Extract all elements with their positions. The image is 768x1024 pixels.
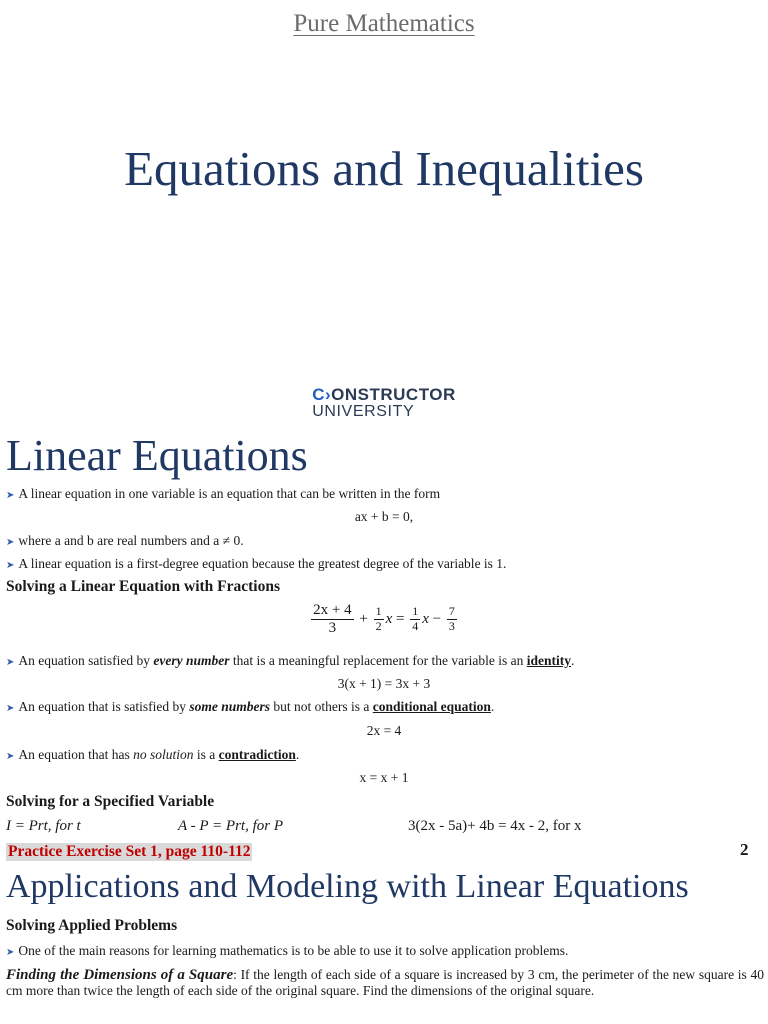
arrow-bullet-icon: ➤ xyxy=(6,947,15,958)
fraction-term-4: $\frac{7}{3}$ xyxy=(448,604,455,634)
logo-wordmark: ONSTRUCTOR xyxy=(331,385,456,404)
logo-mark-icon: C› xyxy=(312,385,332,404)
fraction-term-2: $\frac{1}{2}$ xyxy=(375,604,382,634)
section-heading-linear-equations: Linear Equations xyxy=(6,431,308,480)
header-text: Pure Mathematics xyxy=(293,10,475,37)
bullet-applications: ➤ One of the main reasons for learning mathematics is to be able to use it to solve application problems. xyxy=(6,943,569,958)
formula-identity: 3(x + 1) = 3x + 3 xyxy=(337,676,431,691)
example-paragraph: Finding the Dimensions of a Square: If the length of each side of a square is increased by 3 cm, the perimeter of the new square is 40 cm more than twice the length of each side of the original square. Find the dimensions of the original square. xyxy=(6,967,765,998)
fraction-equation: $\frac{2x + 4}{3}$ + $\frac{1}{2}$ x = $\frac{1}{4}$ x − $\frac{7}{3}$ xyxy=(313,602,455,637)
term-contradiction: contradiction xyxy=(218,747,296,762)
spec-formula-3: 3(2x - 5a)+ 4b = 4x - 2, for x xyxy=(408,818,582,834)
subheading-fractions: Solving a Linear Equation with Fractions xyxy=(6,578,281,595)
bullet-definition: ➤ A linear equation in one variable is an equation that can be written in the form xyxy=(6,486,441,501)
university-logo xyxy=(0,386,768,420)
bullet-contradiction: ➤ An equation that has no solution is a contradiction. xyxy=(6,747,300,762)
spec-formula-1: I = Prt, for t xyxy=(6,818,81,834)
subheading-specified-variable: Solving for a Specified Variable xyxy=(6,793,215,810)
bullet-conditions: ➤ where a and b are real numbers and a ≠ 0. xyxy=(6,533,244,548)
header xyxy=(0,10,768,38)
practice-exercise-note: Practice Exercise Set 1, page 110-112 xyxy=(8,843,251,860)
formula-general-form: ax + b = 0, xyxy=(354,509,414,524)
page-title: Equations and Inequalities xyxy=(124,141,644,196)
term-identity: identity xyxy=(526,653,572,668)
term-conditional-equation: conditional equation xyxy=(372,699,491,714)
arrow-bullet-icon: ➤ xyxy=(6,560,15,571)
arrow-bullet-icon: ➤ xyxy=(6,537,15,548)
formula-contradiction: x = x + 1 xyxy=(359,770,409,785)
spec-formula-2: A - P = Prt, for P xyxy=(178,818,283,834)
arrow-bullet-icon: ➤ xyxy=(6,657,15,668)
formula-conditional: 2x = 4 xyxy=(366,723,402,738)
arrow-bullet-icon: ➤ xyxy=(6,490,15,501)
bullet-identity: ➤ An equation satisfied by every number that is a meaningful replacement for the variable is an identity. xyxy=(6,653,575,668)
bullet-conditional: ➤ An equation that is satisfied by some numbers but not others is a conditional equation. xyxy=(6,699,495,714)
bullet-first-degree: ➤ A linear equation is a first-degree equation because the greatest degree of the variable is 1. xyxy=(6,556,507,571)
fraction-term-1: $\frac{2x + 4}{3}$ xyxy=(313,602,352,637)
arrow-bullet-icon: ➤ xyxy=(6,751,15,762)
example-title: Finding the Dimensions of a Square xyxy=(6,967,234,983)
page-number: 2 xyxy=(740,840,749,859)
fraction-term-3: $\frac{1}{4}$ xyxy=(412,604,419,634)
arrow-bullet-icon: ➤ xyxy=(6,703,15,714)
logo-subtitle: UNIVERSITY xyxy=(312,403,415,420)
section-heading-applications: Applications and Modeling with Linear Equations xyxy=(6,868,689,905)
subheading-applied-problems: Solving Applied Problems xyxy=(6,917,178,934)
